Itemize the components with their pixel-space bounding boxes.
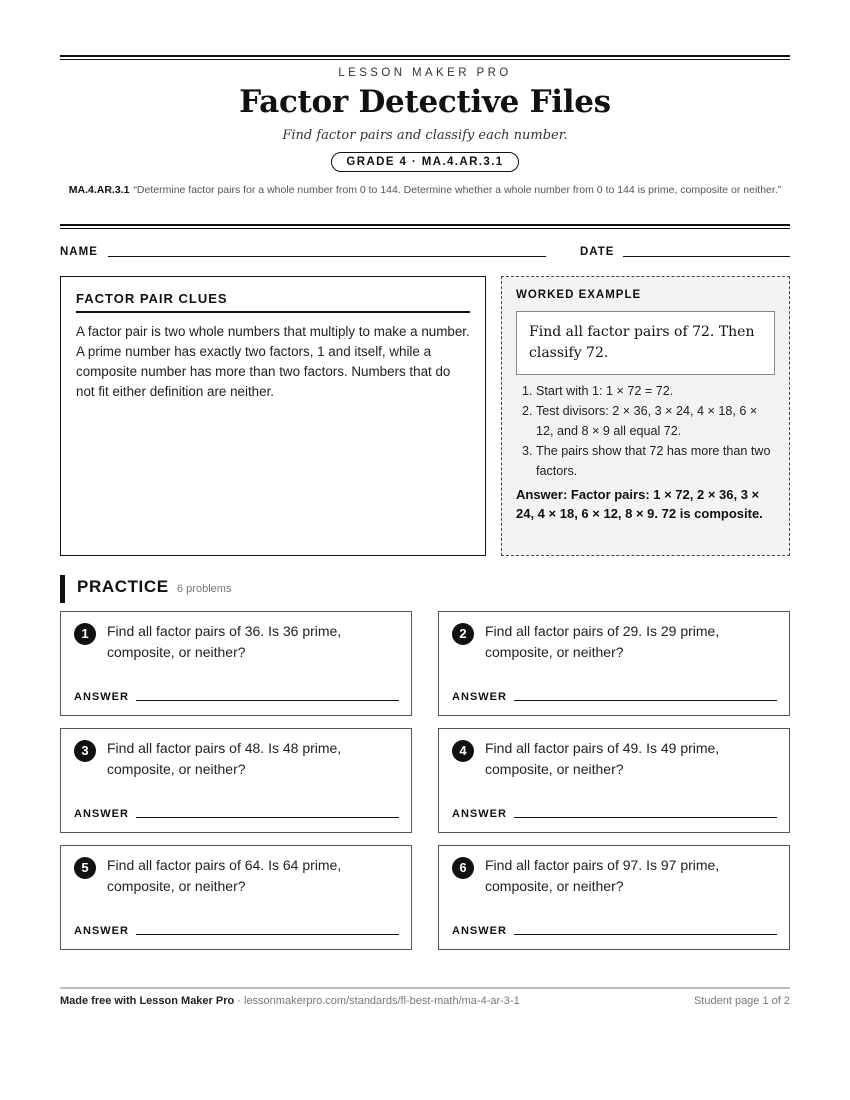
worked-example-step: 2. Test divisors: 2 × 36, 3 × 24, 4 × 18, 6 × 12, and 8 × 9 all equal 72. [536,401,775,441]
answer-label: ANSWER [452,691,507,703]
problem-text: Find all factor pairs of 49. Is 49 prime, composite, or neither? [485,740,720,777]
clues-body: A factor pair is two whole numbers that multiply to make a number. A prime number has exactly two factors, 1 and itself, while a composite number has more than two factors. Numbers that do not fit either definition are neither. [76,324,470,399]
problem-card [60,728,412,833]
grade-badge-row [60,152,790,172]
problem-card [438,611,790,716]
worked-example-steps [516,381,775,481]
factor-pair-clues-box [60,276,486,556]
answer-label: ANSWER [74,808,129,820]
name-label: NAME [60,246,98,258]
worked-example-answer: Answer: Factor pairs: 1 × 72, 2 × 36, 3 × 24, 4 × 18, 6 × 12, 8 × 9. 72 is composite. [516,487,763,521]
worked-example-box [501,276,790,556]
answer-field[interactable] [136,934,399,935]
problem-text: Find all factor pairs of 36. Is 36 prime, composite, or neither? [107,623,342,660]
answer-label: ANSWER [452,808,507,820]
practice-accent-bar [60,575,65,603]
worked-example-step: 3. The pairs show that 72 has more than two factors. [536,441,775,481]
problem-number: 6 [452,857,474,879]
worksheet-subtitle: Find factor pairs and classify each number. [282,128,568,143]
answer-field[interactable] [136,817,399,818]
brand-name: LESSON MAKER PRO [338,67,512,79]
footer-rule [60,987,790,989]
problem-text: Find all factor pairs of 97. Is 97 prime, composite, or neither? [485,857,720,894]
problem-text: Find all factor pairs of 64. Is 64 prime, composite, or neither? [107,857,342,894]
problem-text: Find all factor pairs of 48. Is 48 prime, composite, or neither? [107,740,342,777]
date-label: DATE [580,246,615,258]
problem-text: Find all factor pairs of 29. Is 29 prime, composite, or neither? [485,623,720,660]
clues-title: FACTOR PAIR CLUES [76,291,470,313]
problem-card [438,728,790,833]
answer-field[interactable] [514,817,777,818]
standard-description [60,182,790,198]
answer-field[interactable] [514,934,777,935]
top-double-rule [60,55,790,60]
problem-number: 3 [74,740,96,762]
answer-field[interactable] [514,700,777,701]
standard-code: MA.4.AR.3.1 [68,184,130,196]
worked-example-title: WORKED EXAMPLE [516,289,642,301]
worked-example-step: 1. Start with 1: 1 × 72 = 72. [536,381,775,401]
answer-label: ANSWER [74,691,129,703]
worked-example-prompt: Find all factor pairs of 72. Then classify 72. [516,311,775,375]
footer-url: · lessonmakerpro.com/standards/fl-best-math/ma-4-ar-3-1 [234,995,520,1007]
footer-credit [60,995,520,1007]
standard-text: “Determine factor pairs for a whole number from 0 to 144. Determine whether a whole number from 0 to 144 is prime, composite or neither.” [133,184,782,196]
problem-card [438,845,790,950]
date-field[interactable] [623,256,790,257]
problem-number: 1 [74,623,96,645]
grade-badge: GRADE 4 · MA.4.AR.3.1 [331,152,518,172]
answer-label: ANSWER [452,925,507,937]
problem-number: 2 [452,623,474,645]
footer-made-with: Made free with Lesson Maker Pro [60,995,235,1007]
problem-card [60,845,412,950]
worksheet-title: Factor Detective Files [239,84,611,120]
footer-page-number: Student page 1 of 2 [693,995,790,1007]
name-field[interactable] [108,256,546,257]
problem-card [60,611,412,716]
problem-number: 4 [452,740,474,762]
answer-field[interactable] [136,700,399,701]
practice-count: 6 problems [177,583,232,595]
header-bottom-double-rule [60,224,790,229]
answer-label: ANSWER [74,925,129,937]
practice-title: PRACTICE [77,577,169,596]
problem-number: 5 [74,857,96,879]
